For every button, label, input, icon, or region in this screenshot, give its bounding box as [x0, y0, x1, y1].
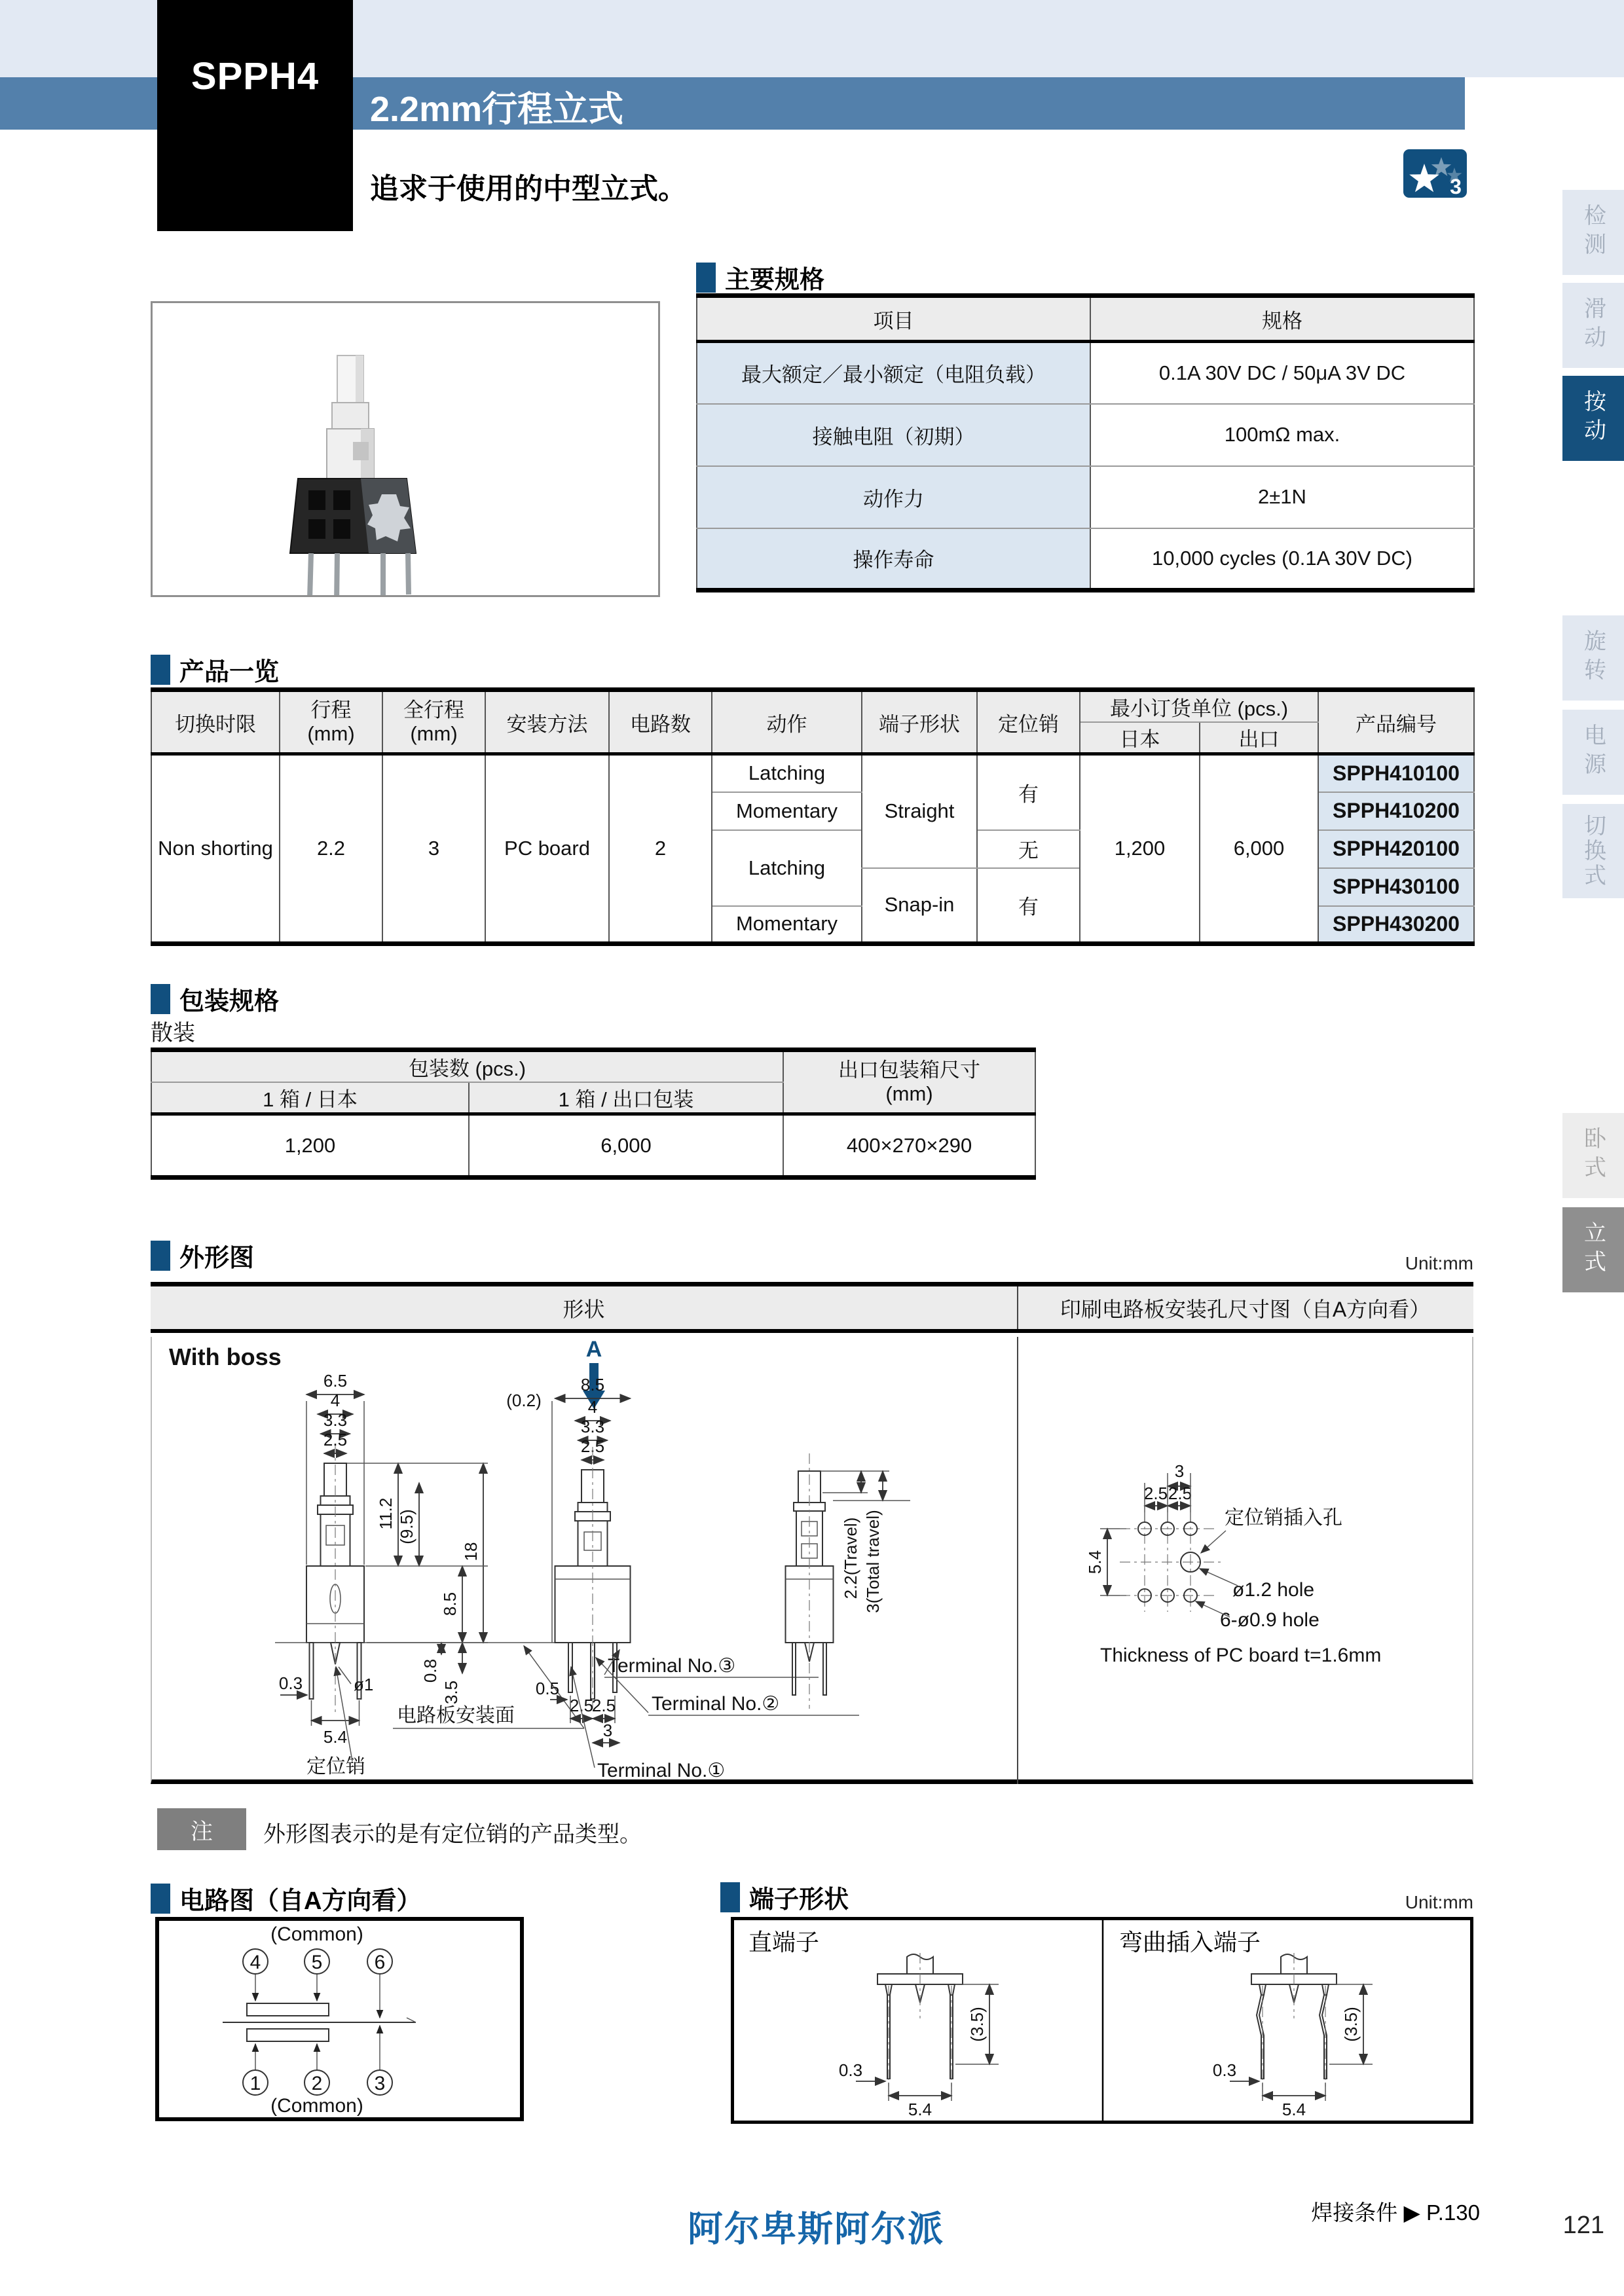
section-title-text: 端子形状 [749, 1886, 849, 1914]
tab-label: 按动 [1580, 390, 1606, 447]
action-cell: Latching [712, 754, 862, 792]
packaging-subtitle: 散装 [151, 1021, 195, 1046]
section-marker-icon [151, 1241, 170, 1271]
star-count: 3 [1450, 175, 1462, 198]
part-number-cell: SPPH410200 [1318, 792, 1474, 830]
product-list-table [151, 687, 1475, 946]
col-header-travel: 行程 (mm) [280, 690, 382, 754]
product-photo [153, 303, 658, 595]
section-title-terminal [720, 1879, 849, 1915]
svg-text:3.3: 3.3 [323, 1410, 348, 1430]
svg-text:8.5: 8.5 [440, 1592, 460, 1616]
col-header-moq: 最小订货单位 (pcs.) [1080, 690, 1318, 723]
col-header-japan: 日本 [1080, 722, 1200, 754]
terminal-shape-frame [731, 1917, 1473, 2124]
svg-text:5: 5 [311, 1952, 323, 1973]
col-header-terminal: 端子形状 [862, 690, 977, 754]
part-number-cell: SPPH430200 [1318, 906, 1474, 944]
spec-value: 0.1A 30V DC / 50μA 3V DC [1090, 342, 1474, 404]
boss-hole-label: 定位销插入孔 [1225, 1507, 1342, 1529]
section-title-text: 产品一览 [179, 659, 280, 686]
japan-moq-cell: 1,200 [1080, 754, 1200, 944]
col-header-circuits: 电路数 [609, 690, 712, 754]
circuit-diagram [159, 1921, 520, 2117]
svg-text:(0.2): (0.2) [506, 1391, 542, 1410]
side-view-drawing [786, 1453, 911, 1709]
section-title-text: 电路图（自A方向看） [179, 1887, 422, 1915]
col-header-item: 项目 [697, 296, 1090, 342]
col-header-export: 出口 [1200, 722, 1318, 754]
terminal-1-label: Terminal No.① [597, 1760, 726, 1781]
qty-export-cell: 6,000 [469, 1114, 783, 1178]
travel-cell: 2.2 [280, 754, 382, 944]
sidebar-tab-vertical-active[interactable] [1562, 1207, 1624, 1292]
col-header-pcb-holes: 印刷电路板安装孔尺寸图（自A方向看） [1017, 1286, 1472, 1329]
hole-09-label: 6-ø0.9 hole [1220, 1609, 1320, 1631]
section-title-text: 主要规格 [725, 266, 825, 294]
col-header-action: 动作 [712, 690, 862, 754]
svg-text:2.2(Travel): 2.2(Travel) [841, 1517, 860, 1599]
straight-terminal-label: 直端子 [748, 1929, 820, 1956]
model-box [157, 0, 353, 231]
svg-text:3: 3 [1174, 1461, 1185, 1481]
svg-text:3.3: 3.3 [580, 1417, 605, 1436]
action-cell: Momentary [712, 906, 862, 944]
action-cell: Momentary [712, 792, 862, 830]
tab-label: 电源 [1580, 723, 1606, 781]
svg-text:0.5: 0.5 [535, 1679, 560, 1698]
svg-text:ø1: ø1 [354, 1675, 374, 1694]
boss-cell: 无 [977, 830, 1080, 868]
total-travel-cell: 3 [382, 754, 485, 944]
terminal-3-label: Terminal No.③ [608, 1655, 736, 1677]
boss-label: 定位销 [306, 1756, 365, 1777]
sidebar-tab-power[interactable] [1562, 710, 1624, 795]
sidebar-tab-inspection[interactable] [1562, 190, 1624, 275]
svg-text:0.3: 0.3 [838, 2060, 863, 2080]
svg-text:2.5: 2.5 [569, 1696, 594, 1715]
section-title-text: 包装规格 [179, 988, 280, 1015]
outline-table-header [151, 1282, 1473, 1333]
col-header-boss: 定位销 [977, 690, 1080, 754]
action-cell: Latching [712, 830, 862, 906]
pcb-hole-drawing [1022, 1375, 1473, 1784]
svg-text:2.5: 2.5 [1143, 1484, 1168, 1503]
svg-text:(9.5): (9.5) [397, 1509, 416, 1544]
spec-item: 操作寿命 [697, 528, 1090, 591]
col-header-qty: 包装数 (pcs.) [151, 1050, 783, 1083]
section-title-products [151, 651, 279, 687]
hole-12-label: ø1.2 hole [1232, 1579, 1315, 1601]
note-text: 外形图表示的是有定位销的产品类型。 [263, 1822, 642, 1847]
svg-text:(3.5): (3.5) [1341, 2007, 1361, 2042]
svg-text:3.5: 3.5 [441, 1680, 461, 1705]
svg-text:4: 4 [587, 1397, 598, 1417]
unit-label: Unit:mm [1405, 1253, 1473, 1273]
bent-terminal-label: 弯曲插入端子 [1119, 1929, 1261, 1956]
section-marker-icon [720, 1882, 740, 1912]
spec-item: 最大额定／最小额定（电阻负载） [697, 342, 1090, 404]
section-marker-icon [696, 263, 716, 293]
svg-text:3(Total travel): 3(Total travel) [863, 1510, 883, 1613]
product-photo-frame [151, 301, 660, 597]
pcb-thickness-note: Thickness of PC board t=1.6mm [1100, 1645, 1382, 1666]
sidebar-tab-rotary[interactable] [1562, 615, 1624, 701]
part-number-cell: SPPH430100 [1318, 868, 1474, 906]
svg-text:4: 4 [330, 1391, 341, 1410]
timing-cell: Non shorting [151, 754, 280, 944]
col-header-timing: 切换时限 [151, 690, 280, 754]
col-header-spec: 规格 [1090, 296, 1474, 342]
tab-label: 滑动 [1580, 297, 1606, 354]
svg-text:2.5: 2.5 [323, 1430, 348, 1449]
spec-value: 10,000 cycles (0.1A 30V DC) [1090, 528, 1474, 591]
svg-text:1: 1 [249, 2073, 261, 2094]
terminal-2-label: Terminal No.② [652, 1693, 780, 1715]
section-title-specs [696, 259, 824, 295]
svg-text:11.2: 11.2 [376, 1497, 396, 1530]
page-title: 2.2mm行程立式 [370, 90, 624, 129]
svg-text:6.5: 6.5 [323, 1371, 348, 1391]
part-number-cell: SPPH410100 [1318, 754, 1474, 792]
common-label-bottom: (Common) [270, 2095, 363, 2117]
view-direction-label: A [585, 1337, 602, 1362]
sidebar-tab-horizontal[interactable] [1562, 1113, 1624, 1198]
col-header-export-box: 出口包装箱尺寸 (mm) [783, 1050, 1035, 1114]
unit-label: Unit:mm [1405, 1892, 1473, 1912]
svg-text:2.5: 2.5 [591, 1696, 616, 1715]
tab-label: 旋转 [1580, 629, 1606, 687]
spec-table [696, 293, 1475, 592]
section-marker-icon [151, 1884, 170, 1914]
svg-text:18: 18 [461, 1542, 481, 1561]
terminal-cell: Snap-in [862, 868, 977, 944]
outline-drawing [157, 1336, 1015, 1784]
svg-text:2.5: 2.5 [1168, 1484, 1192, 1503]
svg-text:0.8: 0.8 [420, 1658, 440, 1683]
export-moq-cell: 6,000 [1200, 754, 1318, 944]
qty-japan-cell: 1,200 [151, 1114, 469, 1178]
front-view-2-drawing [506, 1375, 859, 1781]
boss-cell: 有 [977, 754, 1080, 830]
svg-text:5.4: 5.4 [323, 1727, 348, 1747]
svg-text:0.3: 0.3 [278, 1673, 303, 1693]
col-header-box-japan: 1 箱 / 日本 [151, 1082, 469, 1114]
box-size-cell: 400×270×290 [783, 1114, 1035, 1178]
model-number: SPPH4 [191, 55, 320, 98]
svg-text:0.3: 0.3 [1212, 2060, 1237, 2080]
spec-item: 动作力 [697, 466, 1090, 528]
svg-text:4: 4 [249, 1952, 261, 1973]
tab-label: 卧式 [1580, 1127, 1606, 1184]
bent-terminal-drawing [1213, 1953, 1373, 2119]
tab-label: 立式 [1580, 1221, 1606, 1279]
section-marker-icon [151, 655, 170, 685]
section-title-text: 外形图 [179, 1245, 255, 1272]
straight-terminal-drawing [839, 1953, 999, 2119]
spec-value: 2±1N [1090, 466, 1474, 528]
pcb-surface-label: 电路板安装面 [397, 1705, 515, 1726]
section-marker-icon [151, 984, 170, 1014]
spec-value: 100mΩ max. [1090, 404, 1474, 466]
svg-text:5.4: 5.4 [908, 2100, 932, 2119]
svg-text:2.5: 2.5 [580, 1436, 605, 1456]
col-header-total-travel: 全行程 (mm) [382, 690, 485, 754]
svg-text:3: 3 [374, 2073, 386, 2094]
section-title-outline [151, 1237, 254, 1273]
star-rating-badge-icon [1403, 149, 1467, 198]
circuits-cell: 2 [609, 754, 712, 944]
solder-condition-ref[interactable]: 焊接条件 ▶ P.130 [1311, 2200, 1480, 2225]
circuit-diagram-frame [155, 1917, 524, 2121]
col-header-part: 产品编号 [1318, 690, 1474, 754]
outline-column-divider [1017, 1337, 1018, 1784]
tab-label: 检测 [1580, 204, 1606, 261]
sidebar-tab-push-active[interactable] [1562, 376, 1624, 461]
boss-cell: 有 [977, 868, 1080, 944]
hole-pattern [1120, 1512, 1225, 1612]
section-title-packaging [151, 981, 279, 1017]
part-number-cell: SPPH420100 [1318, 830, 1474, 868]
sidebar-tab-toggle[interactable] [1562, 804, 1624, 898]
svg-text:(3.5): (3.5) [967, 2007, 987, 2042]
col-header-box-export: 1 箱 / 出口包装 [469, 1082, 783, 1114]
tab-label: 切换式 [1580, 814, 1606, 888]
mounting-cell: PC board [485, 754, 609, 944]
sidebar-tab-slide[interactable] [1562, 283, 1624, 368]
svg-text:6: 6 [374, 1952, 386, 1973]
svg-text:8.5: 8.5 [580, 1375, 605, 1394]
packaging-table [151, 1048, 1036, 1180]
tagline: 追求于使用的中型立式。 [370, 173, 687, 205]
terminal-shape-drawing [734, 1920, 1470, 2121]
common-label-top: (Common) [270, 1923, 363, 1945]
section-title-circuit [151, 1880, 421, 1916]
svg-text:2: 2 [311, 2073, 323, 2094]
with-boss-label: With boss [169, 1343, 282, 1370]
brand-logo: 阿尔卑斯阿尔派 [688, 2210, 944, 2249]
svg-text:5.4: 5.4 [1282, 2100, 1306, 2119]
front-view-drawing [275, 1371, 589, 1777]
terminal-cell: Straight [862, 754, 977, 868]
page-number: 121 [1562, 2212, 1604, 2239]
col-header-shape: 形状 [563, 1297, 605, 1321]
note-tag: 注 [157, 1808, 246, 1850]
col-header-mounting: 安装方法 [485, 690, 609, 754]
svg-text:5.4: 5.4 [1085, 1550, 1105, 1575]
svg-text:3: 3 [602, 1721, 613, 1740]
spec-item: 接触电阻（初期） [697, 404, 1090, 466]
